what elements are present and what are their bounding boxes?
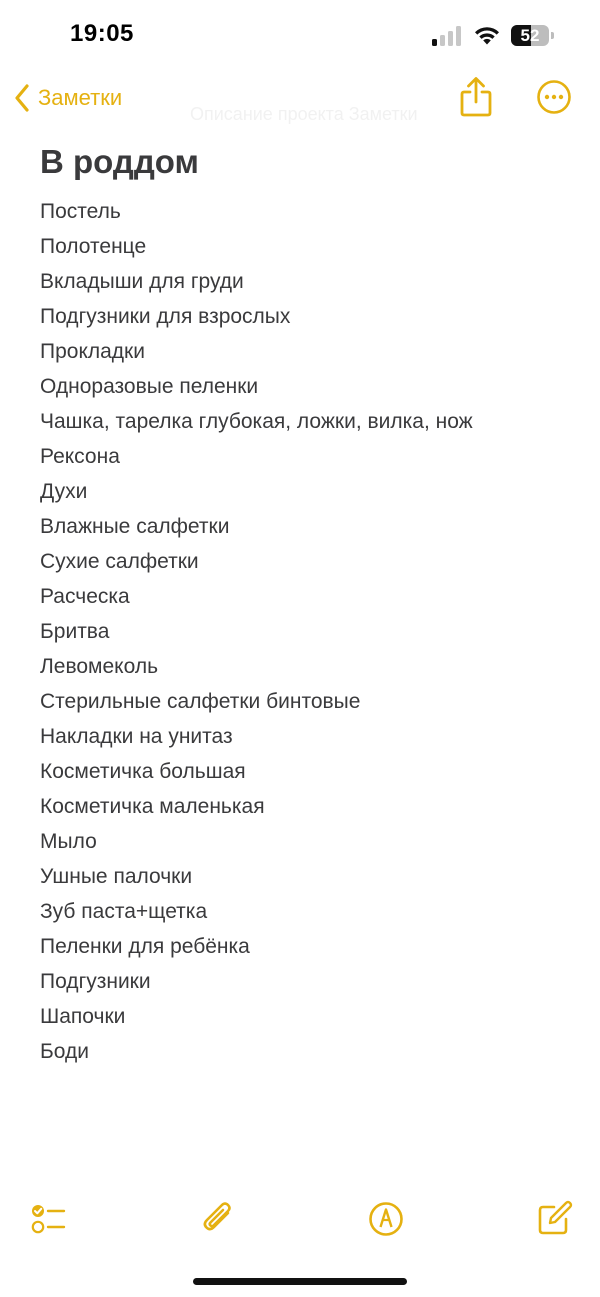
status-time: 19:05 xyxy=(70,20,134,47)
note-list-item[interactable]: Боди xyxy=(40,1040,89,1063)
back-button[interactable] xyxy=(14,78,122,118)
note-list-item[interactable]: Косметичка маленькая xyxy=(40,795,265,818)
note-list-item[interactable]: Подгузники для взрослых xyxy=(40,305,291,328)
note-list-item[interactable]: Стерильные салфетки бинтовые xyxy=(40,690,361,713)
back-button-label: Заметки xyxy=(38,85,123,110)
more-ellipsis-icon[interactable] xyxy=(536,79,572,115)
note-list-item[interactable]: Накладки на унитаз xyxy=(40,725,233,748)
wifi-icon xyxy=(473,24,501,46)
share-icon[interactable] xyxy=(458,76,494,118)
note-list-item[interactable]: Мыло xyxy=(40,830,97,853)
note-list-item[interactable]: Косметичка большая xyxy=(40,760,246,783)
note-list-item[interactable]: Вкладыши для груди xyxy=(40,270,244,293)
note-list-item[interactable]: Бритва xyxy=(40,620,110,643)
markup-pen-icon[interactable] xyxy=(366,1199,406,1239)
compose-icon[interactable] xyxy=(534,1199,574,1239)
note-list-item[interactable]: Постель xyxy=(40,200,121,223)
note-list-item[interactable]: Прокладки xyxy=(40,340,145,363)
note-list-item[interactable]: Сухие салфетки xyxy=(40,550,199,573)
note-list-item[interactable]: Шапочки xyxy=(40,1005,126,1028)
note-body[interactable] xyxy=(40,140,580,1069)
note-title[interactable]: В роддом xyxy=(40,143,199,180)
note-list-item[interactable]: Духи xyxy=(40,480,88,503)
note-list-item[interactable]: Зуб паста+щетка xyxy=(40,900,208,923)
note-list-item[interactable]: Полотенце xyxy=(40,235,147,258)
note-list-item[interactable]: Рексона xyxy=(40,445,120,468)
note-list xyxy=(40,194,580,1069)
note-list-item[interactable]: Чашка, тарелка глубокая, ложки, вилка, нож xyxy=(40,410,473,433)
status-bar xyxy=(0,0,600,70)
battery-icon xyxy=(511,25,555,46)
note-list-item[interactable]: Ушные палочки xyxy=(40,865,193,888)
home-indicator[interactable] xyxy=(193,1278,407,1285)
battery-level: 52 xyxy=(520,26,540,45)
note-list-item[interactable]: Пеленки для ребёнка xyxy=(40,935,250,958)
checklist-icon[interactable] xyxy=(28,1199,68,1239)
chevron-left-icon xyxy=(14,84,30,112)
note-list-item[interactable]: Расческа xyxy=(40,585,130,608)
note-list-item[interactable]: Одноразовые пеленки xyxy=(40,375,259,398)
paperclip-icon[interactable] xyxy=(198,1199,238,1239)
cellular-signal-icon xyxy=(432,26,464,46)
note-list-item[interactable]: Левомеколь xyxy=(40,655,159,678)
note-list-item[interactable]: Подгузники xyxy=(40,970,151,993)
ghost-title: Описание проекта Заметки xyxy=(190,104,418,124)
note-list-item[interactable]: Влажные салфетки xyxy=(40,515,230,538)
